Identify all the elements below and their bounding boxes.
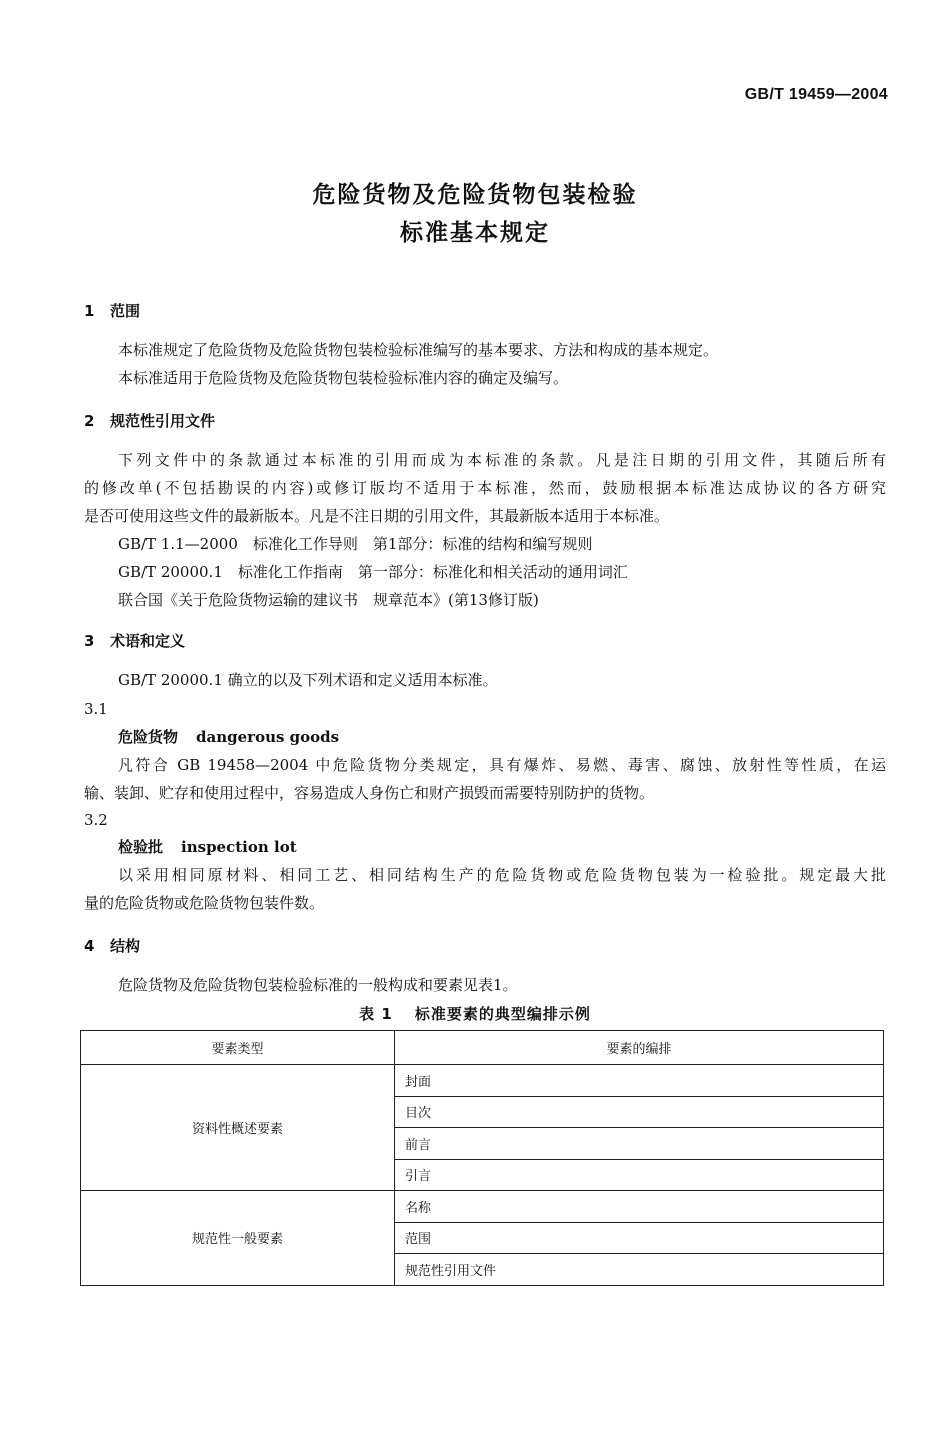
table-row xyxy=(81,1065,884,1097)
column-header: 要素的编排 xyxy=(395,1031,884,1065)
item-cell: 范围 xyxy=(395,1222,884,1254)
reference-item: 联合国《关于危险货物运输的建议书 规章范本》(第13修订版) xyxy=(118,591,539,609)
paragraph: 本标准规定了危险货物及危险货物包装检验标准编写的基本要求、方法和构成的基本规定。 xyxy=(118,341,719,359)
definition-line: 凡符合 GB 19458—2004 中危险货物分类规定，具有爆炸、易燃、毒害、腐蚀、放射性等性质，在运 xyxy=(118,756,886,774)
section-title: 规范性引用文件 xyxy=(110,412,216,430)
paragraph: 本标准适用于危险货物及危险货物包装检验标准内容的确定及编写。 xyxy=(118,369,569,387)
paragraph: 危险货物及危险货物包装检验标准的一般构成和要素见表1。 xyxy=(118,976,518,994)
section-4-heading xyxy=(84,935,140,956)
section-3-heading xyxy=(84,630,185,651)
reference-item: GB/T 1.1—2000 标准化工作导则 第1部分：标准的结构和编写规则 xyxy=(118,535,593,553)
section-title: 结构 xyxy=(110,937,141,955)
item-cell: 前言 xyxy=(395,1128,884,1160)
term-heading xyxy=(118,727,886,747)
definition-line: 以采用相同原材料、相同工艺、相同结构生产的危险货物或危险货物包装为一检验批。规定最大批 xyxy=(118,866,886,884)
term-heading xyxy=(118,837,886,857)
item-cell: 目次 xyxy=(395,1096,884,1128)
elements-table xyxy=(80,1030,884,1286)
reference-item: GB/T 20000.1 标准化工作指南 第一部分：标准化和相关活动的通用词汇 xyxy=(118,563,628,581)
paragraph: GB/T 20000.1 确立的以及下列术语和定义适用本标准。 xyxy=(118,671,498,689)
section-2-heading xyxy=(84,410,215,431)
item-cell: 规范性引用文件 xyxy=(395,1254,884,1286)
definition-line: 输、装卸、贮存和使用过程中，容易造成人身伤亡和财产损毁而需要特别防护的货物。 xyxy=(84,784,655,802)
table-row xyxy=(81,1191,884,1223)
term-zh: 危险货物 xyxy=(118,728,179,746)
document-title-line-1: 危险货物及危险货物包装检验 xyxy=(312,182,638,208)
term-en: dangerous goods xyxy=(196,728,340,746)
table-caption-label: 表 1 xyxy=(359,1005,393,1023)
section-number: 1 xyxy=(84,302,95,320)
term-zh: 检验批 xyxy=(118,838,164,856)
section-number: 3 xyxy=(84,632,95,650)
group-cell: 规范性一般要素 xyxy=(81,1191,395,1286)
section-title: 术语和定义 xyxy=(110,632,186,650)
term-number: 3.1 xyxy=(84,700,108,718)
item-cell: 封面 xyxy=(395,1065,884,1097)
standard-code: GB/T 19459—2004 xyxy=(744,86,888,103)
table-caption-text: 标准要素的典型编排示例 xyxy=(414,1005,591,1023)
paragraph-line: 的修改单(不包括勘误的内容)或修订版均不适用于本标准，然而，鼓励根据本标准达成协议的各方研究 xyxy=(84,479,886,497)
table-caption xyxy=(0,1003,950,1024)
item-cell: 引言 xyxy=(395,1159,884,1191)
definition-line: 量的危险货物或危险货物包装件数。 xyxy=(84,894,325,912)
section-title: 范围 xyxy=(110,302,141,320)
paragraph-line: 下列文件中的条款通过本标准的引用而成为本标准的条款。凡是注日期的引用文件，其随后所有 xyxy=(118,451,886,469)
section-number: 2 xyxy=(84,412,95,430)
document-title-line-2: 标准基本规定 xyxy=(400,220,550,246)
term-number: 3.2 xyxy=(84,811,108,829)
section-number: 4 xyxy=(84,937,95,955)
item-cell: 名称 xyxy=(395,1191,884,1223)
paragraph-line: 是否可使用这些文件的最新版本。凡是不注日期的引用文件，其最新版本适用于本标准。 xyxy=(84,507,670,525)
table-header-row xyxy=(81,1031,884,1065)
section-1-heading xyxy=(84,300,140,321)
term-en: inspection lot xyxy=(181,838,297,856)
group-cell: 资料性概述要素 xyxy=(81,1065,395,1191)
column-header: 要素类型 xyxy=(81,1031,395,1065)
